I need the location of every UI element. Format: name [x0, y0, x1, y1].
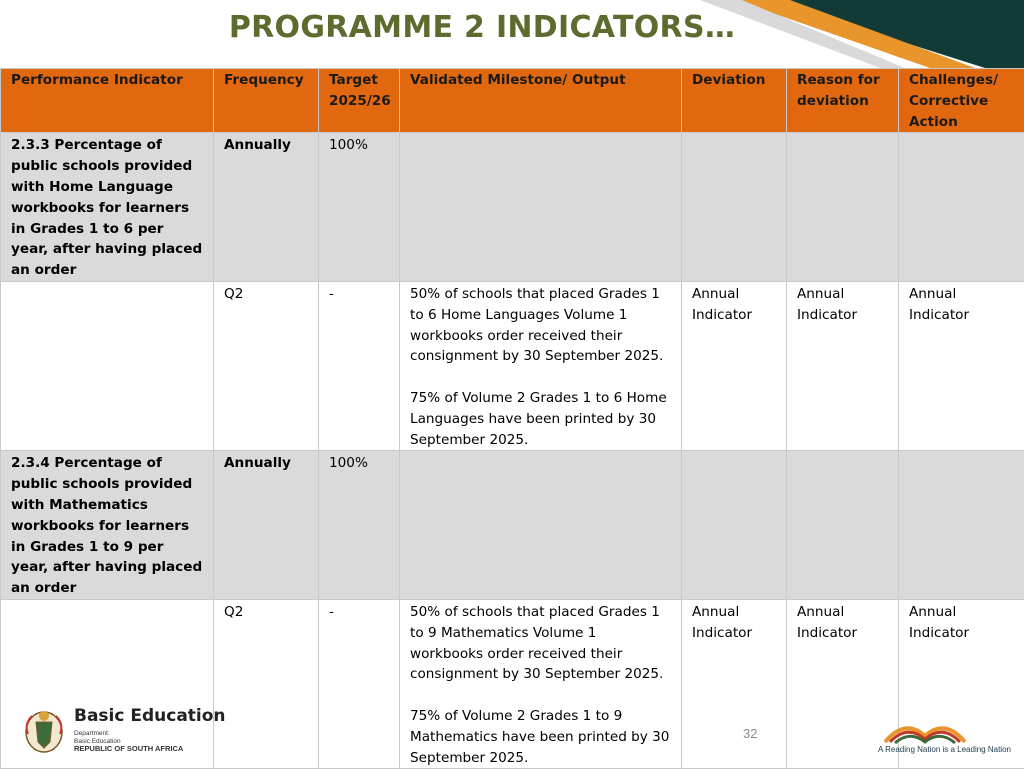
frequency-cell: Annually: [214, 133, 319, 282]
coat-of-arms-icon: [22, 704, 66, 756]
milestone-text: 50% of schools that placed Grades 1 to 9 Mathematics Volume 1 workbooks order received their consignment by 30 September 2025.: [410, 604, 663, 682]
table-row: [1, 451, 1024, 600]
header-reason-for-deviation: Reason for deviation: [787, 69, 899, 133]
deviation-cell: [682, 451, 787, 600]
header-frequency: Frequency: [214, 69, 319, 133]
target-cell: -: [319, 599, 400, 768]
header-deviation: Deviation: [682, 69, 787, 133]
frequency-cell: Q2: [214, 599, 319, 768]
challenges-cell: Annual Indicator: [899, 281, 1024, 450]
milestone-cell: [400, 133, 682, 282]
target-cell: 100%: [319, 133, 400, 282]
reason-cell: Annual Indicator: [787, 281, 899, 450]
table-row: [1, 281, 1024, 450]
frequency-cell: Annually: [214, 451, 319, 600]
slide-title: PROGRAMME 2 INDICATORS…: [0, 10, 964, 45]
reason-cell: [787, 133, 899, 282]
reading-nation-book-icon: [880, 712, 970, 746]
header-performance-indicator: Performance Indicator: [1, 69, 214, 133]
department-sub: Basic Education: [74, 738, 183, 746]
table-row: [1, 133, 1024, 282]
country-name: REPUBLIC OF SOUTH AFRICA: [74, 744, 183, 753]
department-name: Basic Education: [74, 706, 226, 726]
reason-cell: [787, 451, 899, 600]
target-cell: -: [319, 281, 400, 450]
deviation-cell: Annual Indicator: [682, 281, 787, 450]
milestone-cell: [400, 281, 682, 450]
milestone-cell: [400, 599, 682, 768]
milestone-cell: [400, 451, 682, 600]
challenges-cell: Annual Indicator: [899, 599, 1024, 768]
challenges-cell: [899, 451, 1024, 600]
indicator-cell: 2.3.3 Percentage of public schools provided with Home Language workbooks for learners in Grades 1 to 6 per year, after having placed an order: [1, 133, 214, 282]
milestone-text: 50% of schools that placed Grades 1 to 6 Home Languages Volume 1 workbooks order received their consignment by 30 September 2025.: [410, 286, 663, 364]
reason-cell: Annual Indicator: [787, 599, 899, 768]
page-number: 32: [743, 726, 757, 741]
slogan-text: A Reading Nation is a Leading Nation: [878, 745, 1011, 754]
header-target: Target 2025/26: [319, 69, 400, 133]
deviation-cell: Annual Indicator: [682, 599, 787, 768]
indicator-cell: [1, 281, 214, 450]
header-challenges: Challenges/ Corrective Action: [899, 69, 1024, 133]
milestone-text: 75% of Volume 2 Grades 1 to 6 Home Languages have been printed by 30 September 2025.: [410, 390, 667, 448]
table-header-row: [1, 69, 1024, 133]
frequency-cell: Q2: [214, 281, 319, 450]
target-cell: 100%: [319, 451, 400, 600]
indicators-table: [0, 68, 1024, 769]
header-validated-milestone: Validated Milestone/ Output: [400, 69, 682, 133]
milestone-text: 75% of Volume 2 Grades 1 to 9 Mathematics have been printed by 30 September 2025.: [410, 708, 669, 766]
deviation-cell: [682, 133, 787, 282]
department-details: [74, 730, 183, 754]
department-label: Department:: [74, 730, 183, 738]
indicator-cell: 2.3.4 Percentage of public schools provided with Mathematics workbooks for learners in Grades 1 to 9 per year, after having placed an order: [1, 451, 214, 600]
challenges-cell: [899, 133, 1024, 282]
